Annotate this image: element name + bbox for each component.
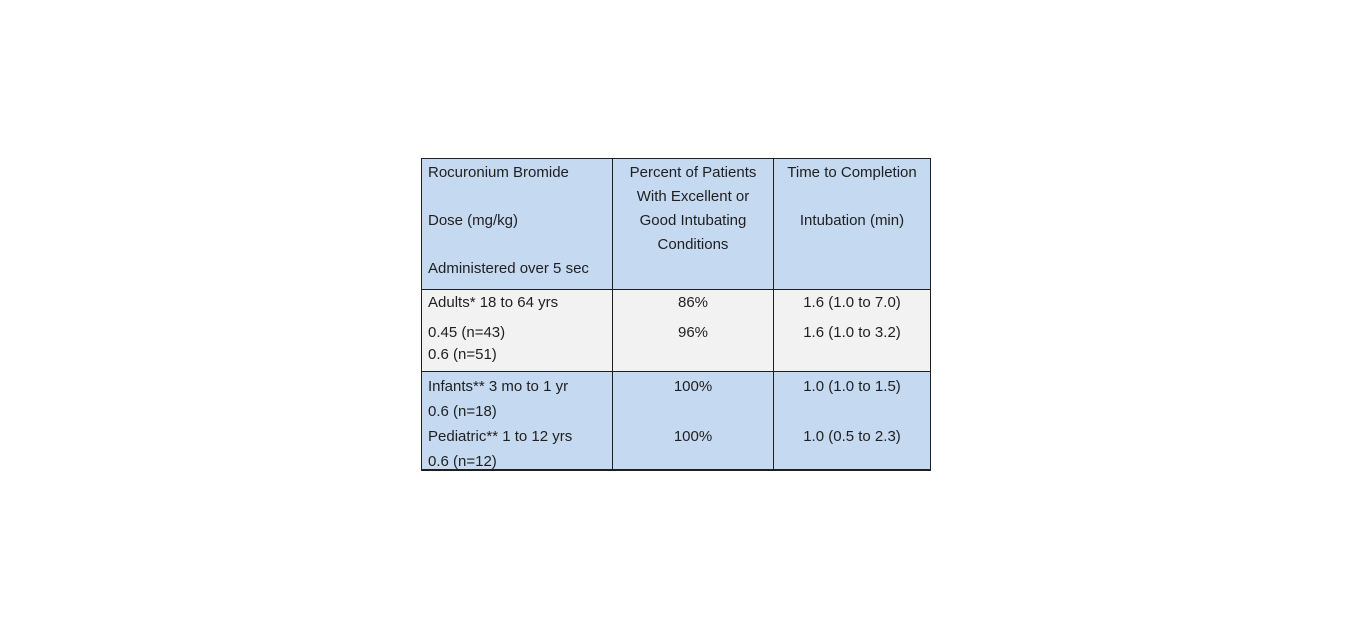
cell-line: 0.6 (n=18) [428, 403, 497, 420]
cell-line: Percent of Patients [629, 164, 757, 181]
cell-line [428, 233, 608, 257]
cell-line: 0.45 (n=43) [428, 324, 506, 341]
cell-line: 86% [677, 294, 709, 311]
cell-line [613, 399, 773, 424]
cell-line: With Excellent or [636, 188, 750, 205]
cell-line [774, 449, 930, 469]
cell-line: Infants** 3 mo to 1 yr [428, 378, 569, 395]
adults-group-cell [422, 290, 613, 372]
cell-line: Pediatric** 1 to 12 yrs [428, 428, 573, 445]
cell-line: 1.6 (1.0 to 7.0) [803, 294, 901, 311]
rocuronium-intubation-table [421, 158, 931, 471]
cell-line [774, 399, 930, 424]
cell-line: 0.6 (n=12) [428, 453, 497, 469]
cell-line: 0.6 (n=51) [428, 346, 497, 363]
cell-line: Adults* 18 to 64 yrs [428, 294, 559, 311]
cell-line [428, 185, 608, 209]
pediatric-time-cell [774, 372, 930, 469]
cell-line: Good Intubating [639, 212, 747, 229]
cell-line: 100% [673, 378, 713, 395]
cell-line [774, 185, 930, 209]
cell-line: Conditions [657, 236, 729, 253]
adults-time-cell [774, 290, 930, 372]
pediatric-group-cell [422, 372, 613, 469]
cell-line: Rocuronium Bromide [428, 164, 569, 181]
cell-line [613, 449, 773, 469]
header-cell-intubating-conditions [613, 159, 774, 290]
cell-line: Administered over 5 sec [428, 260, 589, 277]
header-cell-dose [422, 159, 613, 290]
cell-line: Time to Completion [787, 164, 917, 181]
adults-percent-cell [613, 290, 774, 372]
cell-line: 1.0 (0.5 to 2.3) [803, 428, 901, 445]
cell-line: 100% [673, 428, 713, 445]
cell-line: Dose (mg/kg) [428, 212, 519, 229]
cell-line: 1.0 (1.0 to 1.5) [803, 378, 901, 395]
cell-line: Intubation (min) [799, 212, 905, 229]
cell-line: 96% [677, 324, 709, 341]
cell-line: 1.6 (1.0 to 3.2) [803, 324, 901, 341]
header-cell-time-to-intubation [774, 159, 930, 290]
pediatric-percent-cell [613, 372, 774, 469]
